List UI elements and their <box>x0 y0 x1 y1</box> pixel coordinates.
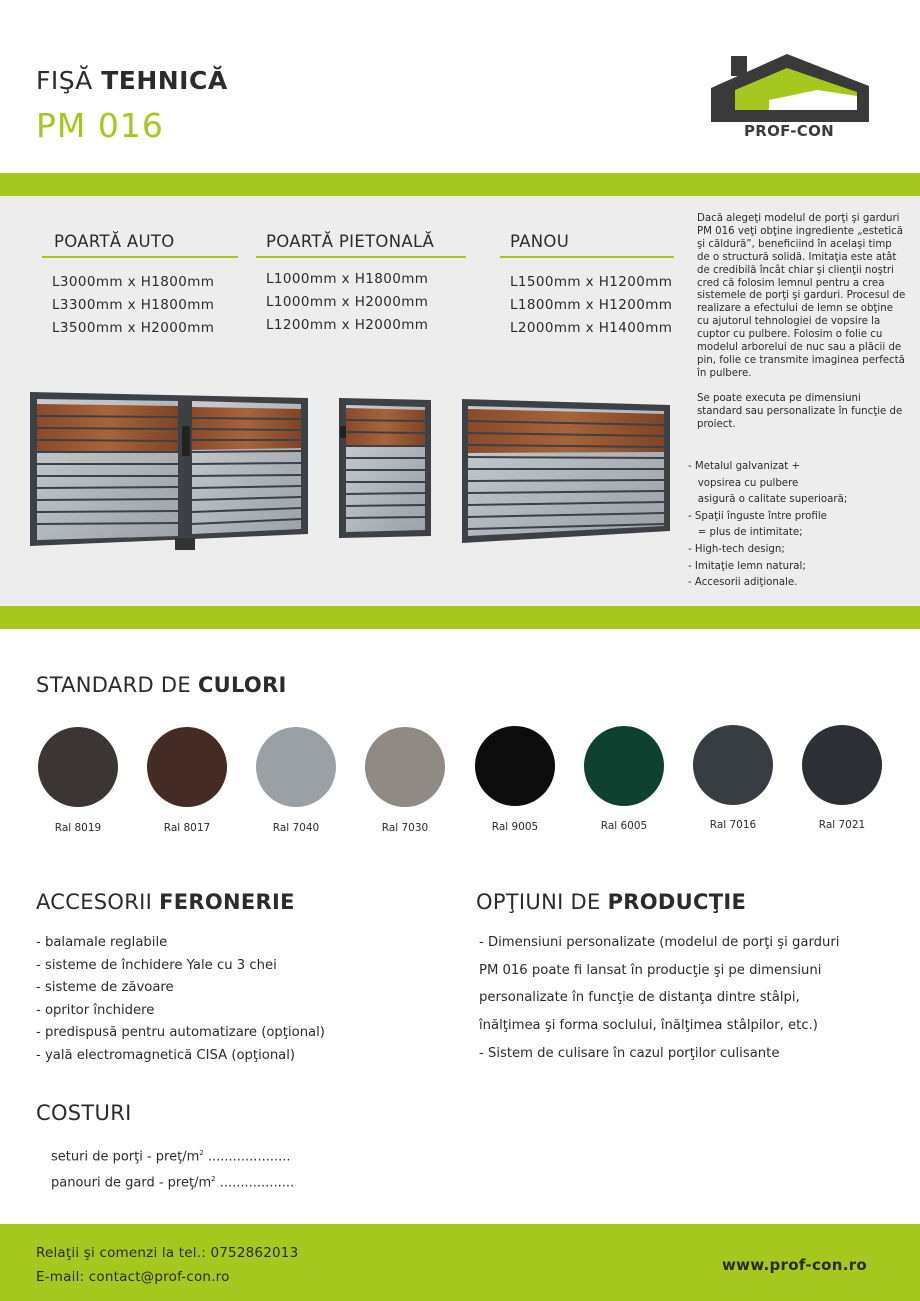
website-link[interactable]: www.prof-con.ro <box>722 1256 868 1274</box>
swatch-ral-7021 <box>802 725 882 805</box>
dim-line: L2000mm x H1400mm <box>510 320 673 336</box>
middle-divider <box>0 606 920 629</box>
panel-image <box>460 397 672 545</box>
cost-label: panouri de gard - preţ/m <box>51 1175 212 1191</box>
cost-blank: .................. <box>215 1175 295 1191</box>
title-bold: TEHNICĂ <box>101 66 228 95</box>
swatch-label: Ral 8019 <box>54 822 102 834</box>
swatch-label: Ral 7021 <box>818 819 866 831</box>
dim-line: L1500mm x H1200mm <box>510 274 673 290</box>
description-paragraph: Se poate executa pe dimensiuni standard sau personalizate în funcţie de proiect. <box>697 392 903 430</box>
costs-list <box>51 1142 294 1195</box>
unit-superscript: 2 <box>199 1149 204 1157</box>
product-description <box>697 213 907 444</box>
swatch-label: Ral 9005 <box>491 821 539 833</box>
top-divider <box>0 173 920 196</box>
description-paragraph: Dacă alegeţi modelul de porţi şi garduri PM 016 veţi obţine ingrediente „estetică şi căldură”, beneficiind în acelaşi timp de o structură solidă. Imitaţia este atât de credibilă încât chiar şi clienţii noştri cred că folosim lemnul pentru a crea sistemele de porţi şi garduri. Procesul de realizare a efectului de lemn se obţine cu ajutorul tehnologiei de vopsire la cuptor cu pulbere. Folosim o folie cu modelul arborelui de nuc sau a plăcii de pin, folie ce transmite imaginea perfectă în pulbere. <box>697 213 906 379</box>
option-line: înălţimea şi forma soclului, înălţimea stâlpilor, etc.) <box>479 1018 818 1034</box>
heading-bold: PRODUCŢIE <box>607 890 747 914</box>
dim-line: L3500mm x H2000mm <box>52 320 215 336</box>
heading-light: STANDARD DE <box>36 673 191 697</box>
swatch-label: Ral 7016 <box>709 819 757 831</box>
swatch-label: Ral 7030 <box>381 822 429 834</box>
swatch-label: Ral 6005 <box>600 820 648 832</box>
dims-auto <box>52 271 214 340</box>
dim-line: L3300mm x H1800mm <box>52 297 215 313</box>
category-title-panou: PANOU <box>510 232 570 251</box>
swatch-ral-9005 <box>475 726 555 806</box>
cost-line <box>51 1168 294 1194</box>
heading-light: OPŢIUNI DE <box>476 890 601 914</box>
option-line: - Dimensiuni personalizate (modelul de porţi şi garduri <box>479 935 840 950</box>
dims-panou <box>510 271 672 340</box>
bullet-line: = plus de intimitate; <box>688 527 803 539</box>
heading-bold: FERONERIE <box>159 890 295 914</box>
category-title-auto: POARTĂ AUTO <box>54 232 175 251</box>
bullet-line: asigură o calitate superioară; <box>688 494 848 506</box>
options-heading <box>476 890 746 914</box>
bullet-line: - Spaţii înguste între profile <box>688 510 827 522</box>
swatch-ral-6005 <box>584 726 664 806</box>
page-title <box>36 66 228 95</box>
dim-line: L3000mm x H1800mm <box>52 274 215 290</box>
option-line: personalizate în funcţie de distanţa dintre stâlpi, <box>479 990 800 1006</box>
bullet-line: - Metalul galvanizat + <box>688 461 801 472</box>
dim-line: L1200mm x H2000mm <box>266 317 429 333</box>
swatch-label: Ral 7040 <box>272 822 320 834</box>
list-item: - sisteme de zăvoare <box>36 980 174 996</box>
option-line: - Sistem de culisare în cazul porţilor culisante <box>479 1045 780 1061</box>
list-item: - sisteme de închidere Yale cu 3 chei <box>36 957 277 973</box>
title-light: FIŞĂ <box>36 66 93 95</box>
list-item: - yală electromagnetică CISA (opţional) <box>36 1047 296 1063</box>
accessories-heading <box>36 890 295 914</box>
heading-light: ACCESORII <box>36 890 153 914</box>
category-underline <box>42 256 238 258</box>
costs-heading: COSTURI <box>36 1101 132 1125</box>
bullet-line: - Accesorii adiţionale. <box>688 577 798 589</box>
cost-line <box>51 1142 294 1168</box>
bullet-line: vopsirea cu pulbere <box>688 477 799 489</box>
phone-line: Relaţii şi comenzi la tel.: 0752862013 <box>36 1245 299 1261</box>
logo-text: PROF-CON <box>743 122 835 140</box>
swatch-ral-7030 <box>365 727 445 807</box>
category-title-pietonala: POARTĂ PIETONALĂ <box>266 232 435 251</box>
cost-label: seturi de porţi - preţ/m <box>51 1149 200 1165</box>
swatch-ral-7040 <box>256 727 336 807</box>
cost-blank: .................... <box>203 1149 291 1165</box>
footer-contact <box>36 1241 298 1289</box>
dim-line: L1000mm x H1800mm <box>266 271 429 287</box>
list-item: - balamale reglabile <box>36 935 168 950</box>
category-underline <box>500 256 674 258</box>
list-item: - predispusă pentru automatizare (opţional) <box>36 1025 325 1041</box>
dim-line: L1000mm x H2000mm <box>266 294 429 310</box>
colors-heading <box>36 673 287 697</box>
heading-bold: CULORI <box>197 673 287 697</box>
gate-auto-image <box>26 386 316 552</box>
option-line: PM 016 poate fi lansat în producţie şi pe dimensiuni <box>479 962 822 978</box>
dims-pietonala <box>266 268 428 337</box>
bullet-line: - High-tech design; <box>688 543 785 555</box>
dim-line: L1800mm x H1200mm <box>510 297 673 313</box>
swatch-label: Ral 8017 <box>163 822 211 834</box>
email-line: E-mail: contact@prof-con.ro <box>36 1269 230 1285</box>
swatch-ral-7016 <box>693 725 773 805</box>
swatch-ral-8019 <box>38 727 118 807</box>
feature-bullets <box>688 459 908 592</box>
bullet-line: - Imitaţie lemn natural; <box>688 560 806 572</box>
model-code: PM 016 <box>36 106 164 145</box>
list-item: - opritor închidere <box>36 1002 155 1018</box>
accessories-list <box>36 932 325 1068</box>
gate-pietonala-image <box>337 396 433 540</box>
category-underline <box>256 256 466 258</box>
unit-superscript: 2 <box>211 1175 216 1184</box>
options-text <box>479 929 839 1068</box>
swatch-ral-8017 <box>147 727 227 807</box>
